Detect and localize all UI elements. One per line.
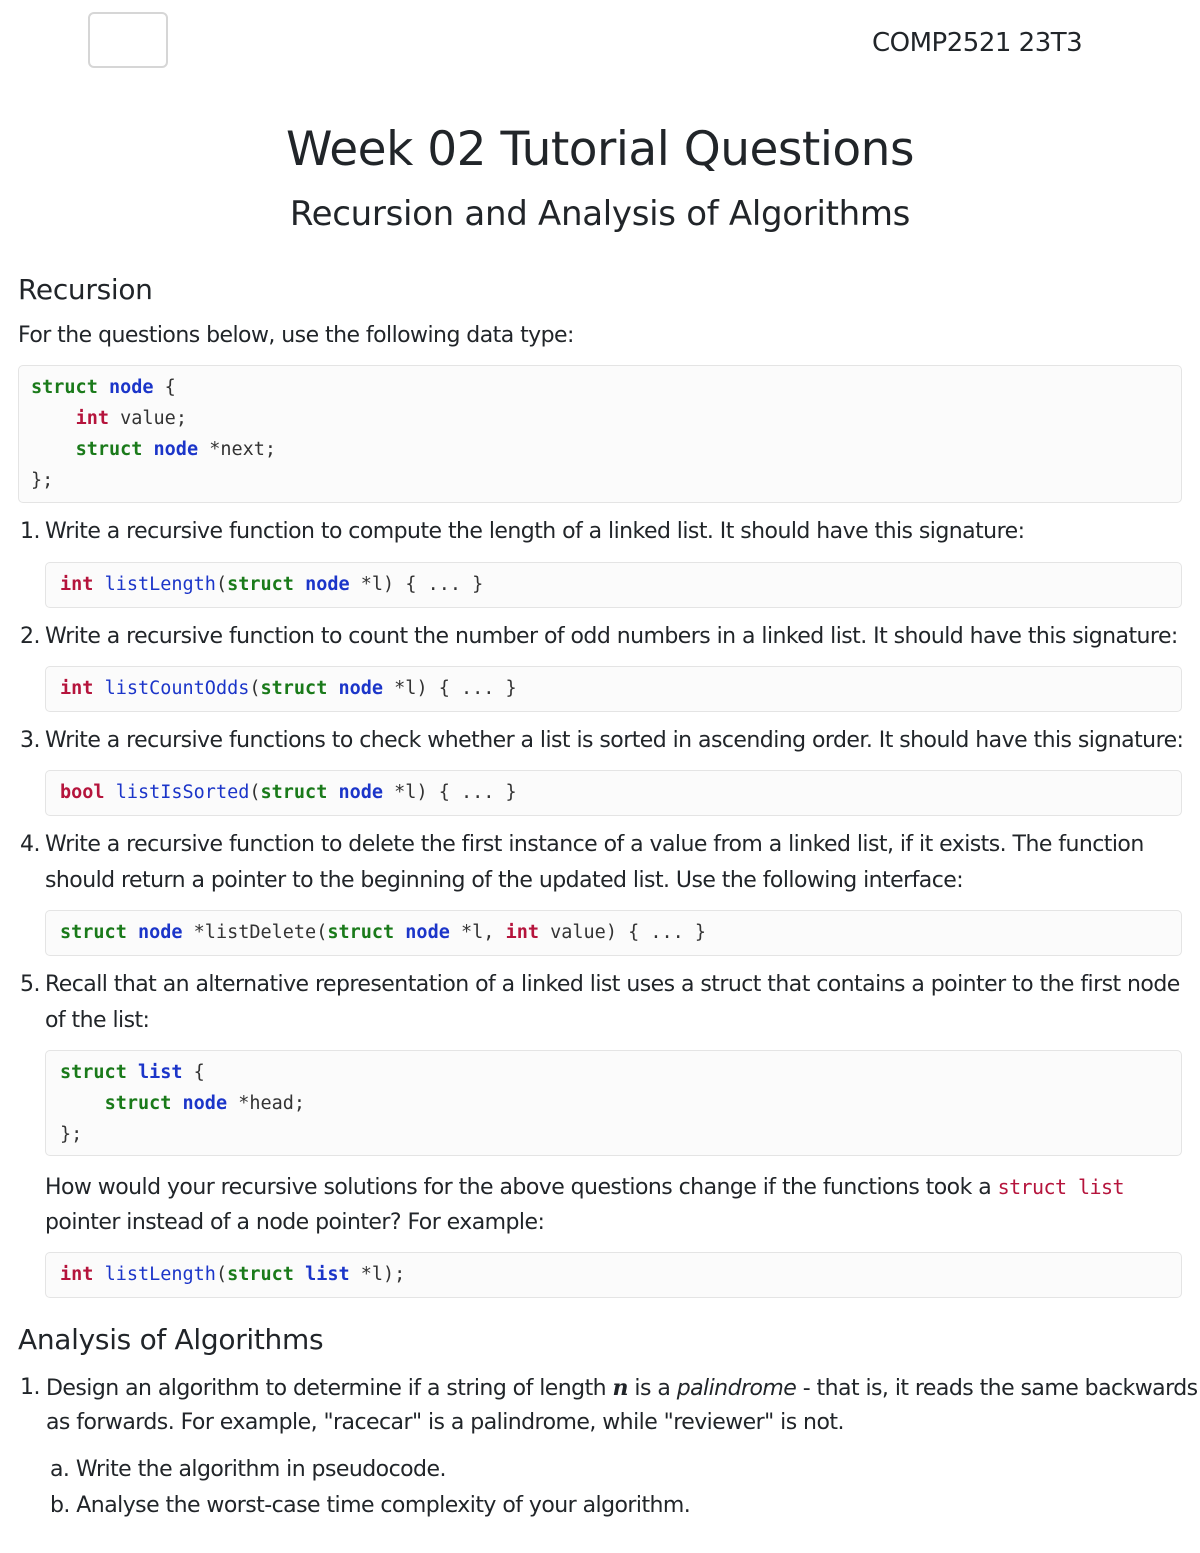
question-text: Write a recursive function to count the number of odd numbers in a linked list. It should have this signature:: [45, 624, 1178, 649]
question-text-line1: Write a recursive function to delete the first instance of a value from a linked list, if it exists. The function: [45, 832, 1144, 857]
signature-code: int listLength(struct list *l);: [45, 1252, 1182, 1298]
question-number: 1.: [20, 519, 40, 544]
question-text-line1: Recall that an alternative representation of a linked list uses a struct that contains a pointer to the first node: [45, 972, 1180, 997]
sub-question: a. Write the algorithm in pseudocode.: [50, 1457, 446, 1482]
intro-text: For the questions below, use the following data type:: [18, 323, 574, 348]
followup-text-line1: How would your recursive solutions for the above questions change if the functions took a struct list: [45, 1175, 1124, 1200]
inline-code: struct list: [997, 1175, 1124, 1199]
section-heading-analysis: Analysis of Algorithms: [18, 1323, 324, 1356]
question-number: 1.: [20, 1375, 40, 1400]
node-struct-code: struct node { int value; struct node *next; };: [18, 365, 1182, 503]
question-text-line2: of the list:: [45, 1008, 150, 1033]
signature-code: int listCountOdds(struct node *l) { ... }: [45, 666, 1182, 712]
question-number: 3.: [20, 728, 40, 753]
logo-placeholder: [88, 12, 168, 68]
page-title: Week 02 Tutorial Questions: [286, 122, 914, 177]
list-struct-code: struct list { struct node *head; };: [45, 1050, 1182, 1156]
sub-question: b. Analyse the worst-case time complexity of your algorithm.: [50, 1493, 691, 1518]
question-text: Write a recursive function to compute the length of a linked list. It should have this signature:: [45, 519, 1025, 544]
page-subtitle: Recursion and Analysis of Algorithms: [289, 194, 911, 234]
followup-text-line2: pointer instead of a node pointer? For example:: [45, 1210, 545, 1235]
question-text-line2: as forwards. For example, "racecar" is a palindrome, while "reviewer" is not.: [46, 1410, 844, 1435]
question-number: 5.: [20, 972, 40, 997]
signature-code: int listLength(struct node *l) { ... }: [45, 562, 1182, 608]
question-text-line2: should return a pointer to the beginning of the updated list. Use the following interface:: [45, 868, 964, 893]
signature-code: bool listIsSorted(struct node *l) { ... }: [45, 770, 1182, 816]
question-number: 4.: [20, 832, 40, 857]
question-number: 2.: [20, 624, 40, 649]
signature-code: struct node *listDelete(struct node *l, int value) { ... }: [45, 910, 1182, 956]
question-text-line1: Design an algorithm to determine if a string of length n is a palindrome - that is, it reads the same backwards: [46, 1375, 1198, 1401]
math-variable: n: [612, 1375, 628, 1401]
course-code: COMP2521 23T3: [872, 28, 1083, 58]
question-text: Write a recursive functions to check whether a list is sorted in ascending order. It should have this signature:: [45, 728, 1184, 753]
section-heading-recursion: Recursion: [18, 273, 153, 306]
